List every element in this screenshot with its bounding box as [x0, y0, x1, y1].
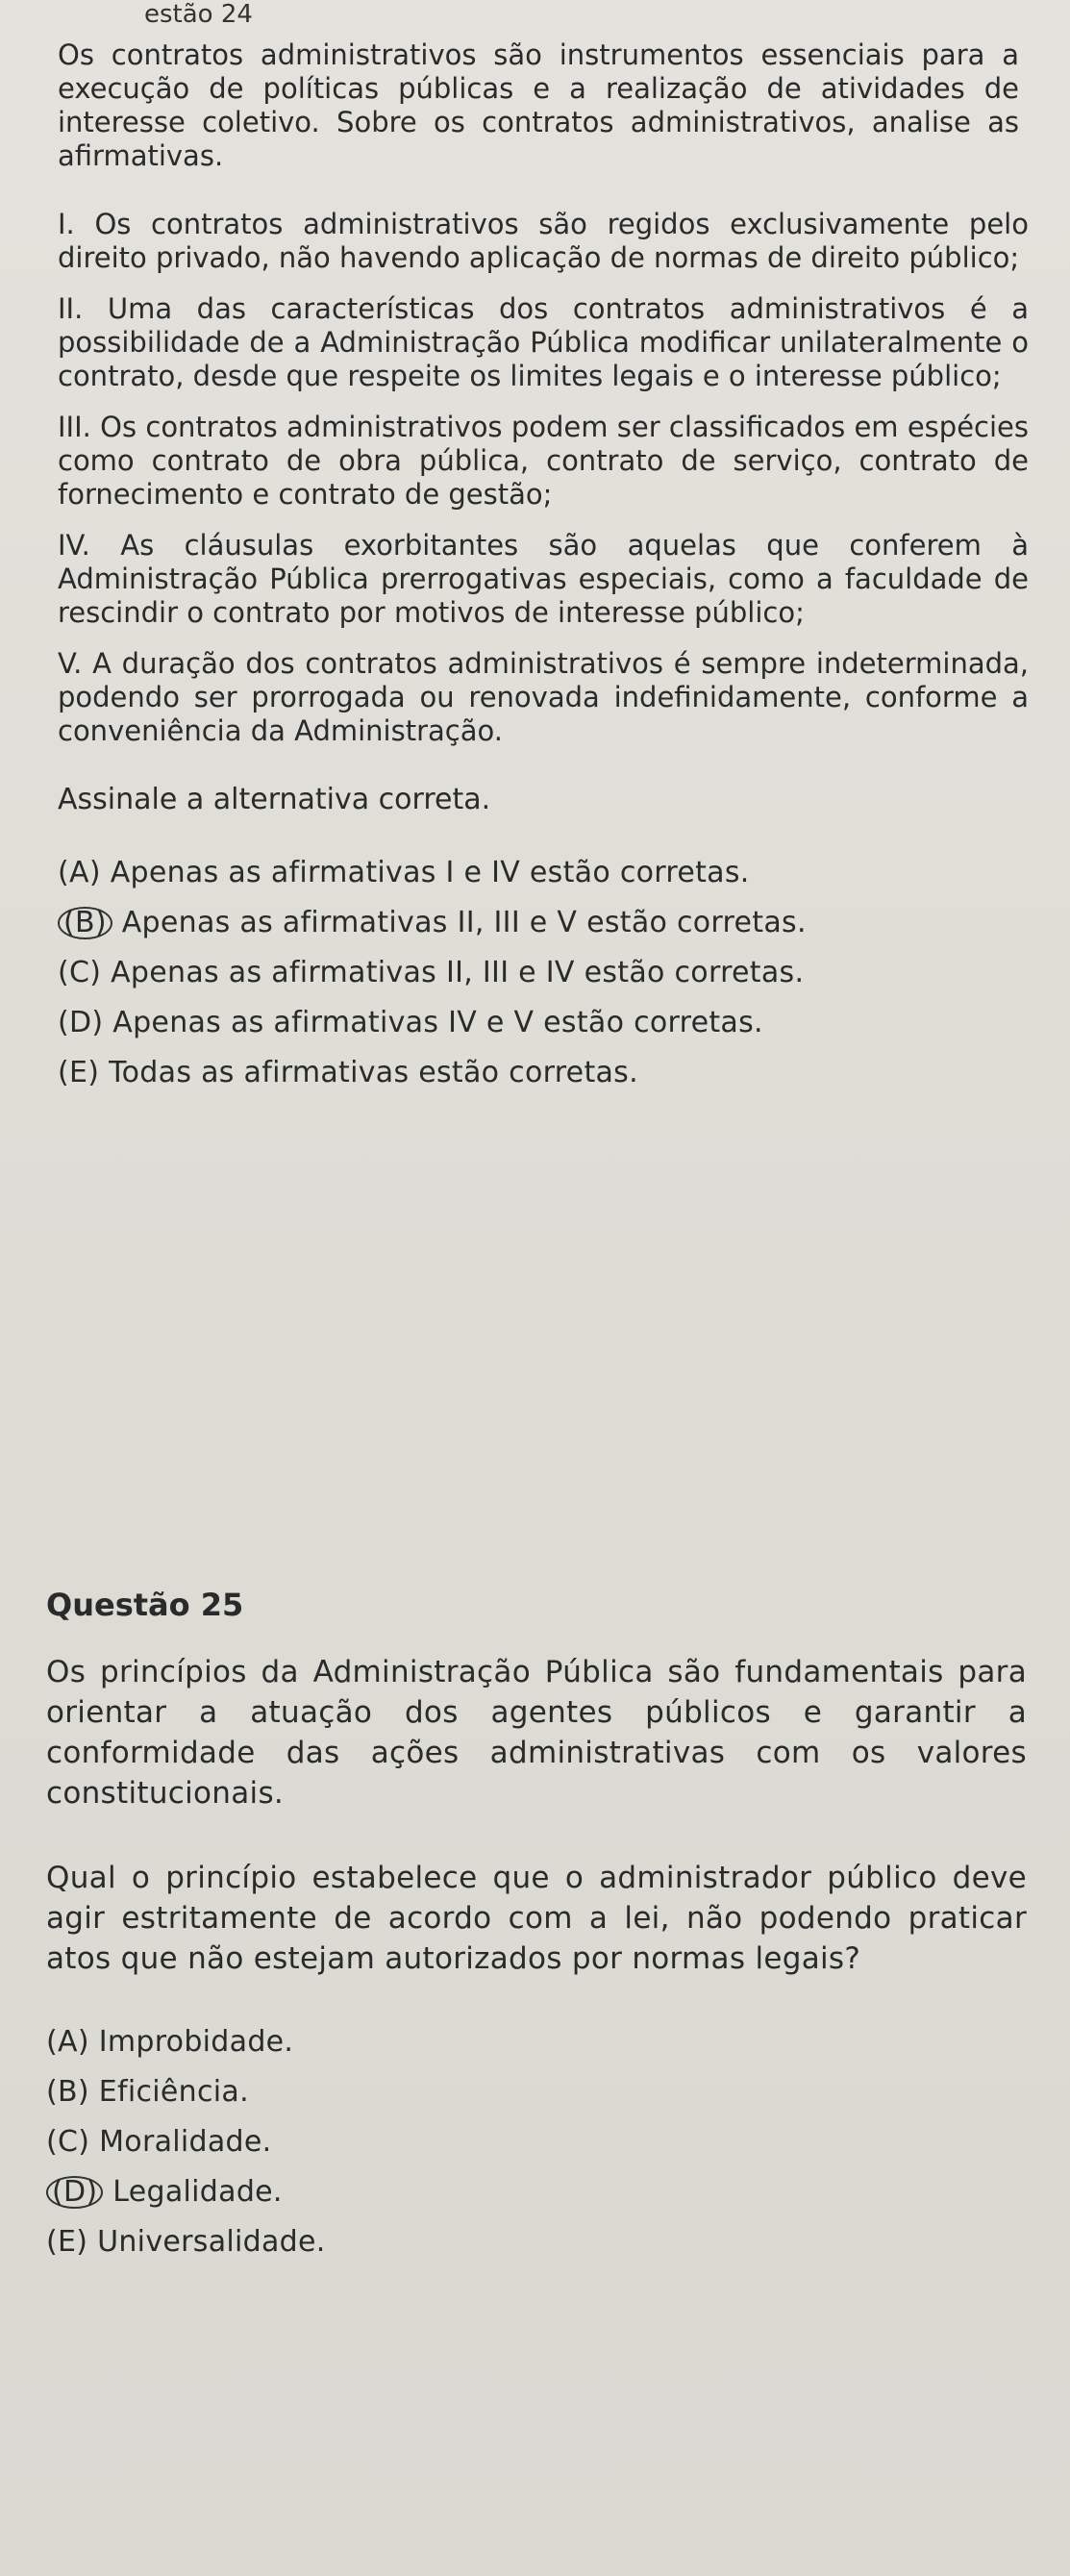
- option-d[interactable]: [46, 2167, 1027, 2217]
- option-letter: (E): [58, 1056, 100, 1089]
- question-25-intro: Os princípios da Administração Pública são fundamentais para orientar a atuação dos agentes públicos e garantir a conformidade das ações administrativas com os valores constitucionais.: [46, 1655, 1027, 1811]
- option-text: Legalidade.: [112, 2175, 283, 2209]
- statement-v: V. A duração dos contratos administrativos é sempre indeterminada, podendo ser prorrogada ou renovada indefinidamente, conforme a conveniência da Administração.: [58, 647, 1029, 747]
- option-e[interactable]: [58, 1048, 1029, 1098]
- option-d[interactable]: [58, 998, 1029, 1048]
- option-text: Apenas as afirmativas II, III e IV estão corretas.: [111, 956, 805, 989]
- option-text: Apenas as afirmativas I e IV estão corretas.: [110, 856, 750, 889]
- instruction: Assinale a alternativa correta.: [58, 783, 491, 816]
- option-c[interactable]: [58, 948, 1029, 998]
- option-text: Apenas as afirmativas II, III e V estão corretas.: [121, 906, 807, 939]
- option-text: Eficiência.: [98, 2075, 249, 2109]
- option-b[interactable]: [58, 898, 1029, 948]
- option-letter-circled: (B): [58, 907, 112, 939]
- option-b[interactable]: [46, 2067, 1027, 2117]
- option-letter: (A): [46, 2025, 89, 2059]
- option-letter: (D): [58, 1006, 104, 1039]
- option-letter: (C): [46, 2125, 90, 2159]
- question-25: [46, 1587, 1027, 2267]
- option-letter-circled: (D): [46, 2176, 103, 2209]
- option-text: Todas as afirmativas estão corretas.: [109, 1056, 638, 1089]
- statement-i: I. Os contratos administrativos são regidos exclusivamente pelo direito privado, não havendo aplicação de normas de direito público;: [58, 208, 1029, 274]
- question-25-title: Questão 25: [46, 1587, 244, 1623]
- option-c[interactable]: [46, 2117, 1027, 2167]
- statement-iv: IV. As cláusulas exorbitantes são aquelas que conferem à Administração Pública prerrogativas especiais, como a faculdade de rescindir o contrato por motivos de interesse público;: [58, 529, 1029, 629]
- option-letter: (C): [58, 956, 102, 989]
- question-24-header: estão 24: [144, 0, 253, 29]
- option-letter: (B): [46, 2075, 89, 2109]
- statements-list: [58, 208, 1029, 748]
- option-text: Universalidade.: [97, 2225, 326, 2259]
- option-letter: (A): [58, 856, 101, 889]
- question-25-options: [46, 2017, 1027, 2267]
- question-24-intro: Os contratos administrativos são instrumentos essenciais para a execução de políticas públicas e a realização de atividades de interesse coletivo. Sobre os contratos administrativos, analise as afirmativas.: [58, 38, 1019, 172]
- option-a[interactable]: [46, 2017, 1027, 2067]
- option-e[interactable]: [46, 2217, 1027, 2267]
- option-text: Moralidade.: [99, 2125, 272, 2159]
- question-25-prompt: Qual o princípio estabelece que o administrador público deve agir estritamente de acordo com a lei, não podendo praticar atos que não estejam autorizados por normas legais?: [46, 1861, 1027, 1976]
- option-text: Improbidade.: [98, 2025, 294, 2059]
- option-text: Apenas as afirmativas IV e V estão corretas.: [112, 1006, 763, 1039]
- statement-ii: II. Uma das características dos contratos administrativos é a possibilidade de a Administração Pública modificar unilateralmente o contrato, desde que respeite os limites legais e o interesse público;: [58, 292, 1029, 392]
- statement-iii: III. Os contratos administrativos podem ser classificados em espécies como contrato de obra pública, contrato de serviço, contrato de fornecimento e contrato de gestão;: [58, 411, 1029, 511]
- question-24: [58, 38, 1029, 1098]
- question-24-options: [58, 848, 1029, 1098]
- option-letter: (E): [46, 2225, 88, 2259]
- option-a[interactable]: [58, 848, 1029, 898]
